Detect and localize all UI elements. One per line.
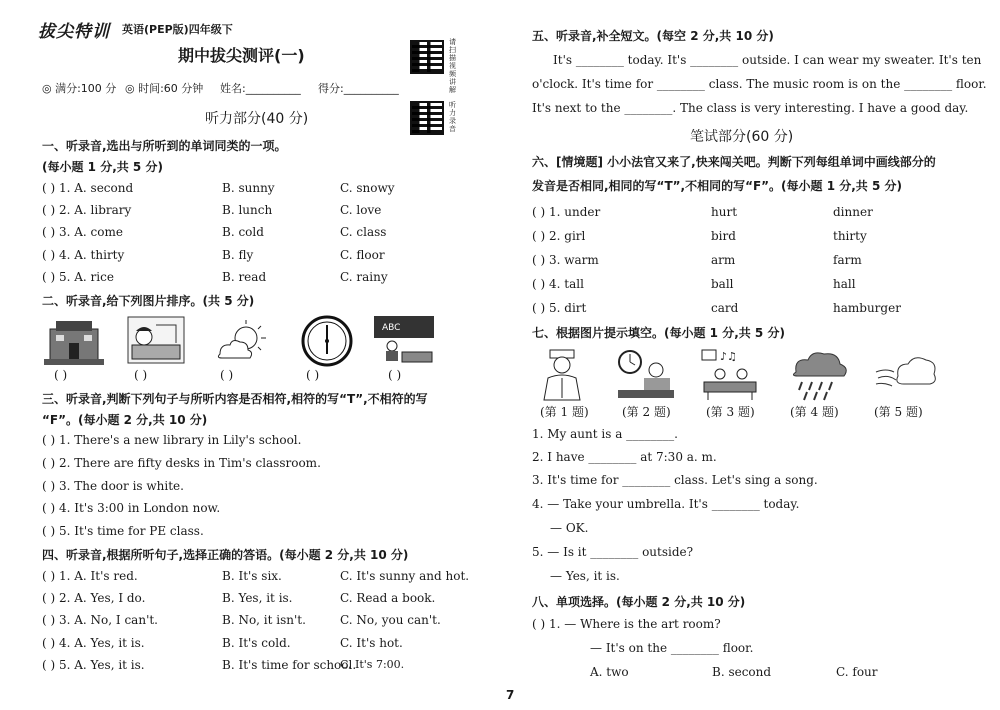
board-text: ABC	[382, 323, 401, 333]
s6-q1-c: dinner	[833, 205, 873, 219]
s2-heading: 二、听录音,给下列图片排序。(共 5 分)	[42, 294, 255, 308]
s6-q5-c: hamburger	[833, 301, 901, 315]
s7-q4[interactable]: 4. — Take your umbrella. It's ________ today.	[532, 497, 800, 511]
s1-q2-c: C. love	[340, 203, 382, 217]
qr-label-video: 请扫描视频讲解	[449, 38, 456, 94]
s6-q4[interactable]: ( ) 4. tall	[532, 277, 584, 291]
s7-caption-3: (第 3 题)	[706, 405, 755, 419]
s1-q1-b: B. sunny	[222, 181, 275, 195]
music-class-icon	[698, 346, 762, 402]
s6-q2-c: thirty	[833, 229, 867, 243]
written-section-title: 笔试部分(60 分)	[690, 129, 794, 145]
s3-q5[interactable]: ( ) 5. It's time for PE class.	[42, 524, 204, 538]
sleeping-child-icon	[126, 315, 186, 365]
s5-line-1[interactable]: It's ________ today. It's ________ outside. I can wear my sweater. It's ten	[553, 53, 982, 67]
s7-q5-reply: — Yes, it is.	[550, 569, 620, 583]
s3-q2[interactable]: ( ) 2. There are fifty desks in Tim's classroom.	[42, 456, 321, 470]
time-limit: ◎ 时间:60 分钟	[125, 82, 204, 95]
s4-q1-b: B. It's six.	[222, 569, 282, 583]
s4-q3[interactable]: ( ) 3. A. No, I can't.	[42, 613, 158, 627]
s5-line-2[interactable]: o'clock. It's time for ________ class. The music room is on the ________ floor.	[532, 77, 987, 91]
exam-title: 期中拔尖测评(一)	[178, 46, 305, 65]
s4-q1-c: C. It's sunny and hot.	[340, 569, 470, 583]
s1-q3[interactable]: ( ) 3. A. come	[42, 225, 123, 239]
s8-q1-b: B. second	[712, 665, 772, 679]
wind-cloud-icon	[874, 350, 940, 398]
s3-q3[interactable]: ( ) 3. The door is white.	[42, 479, 184, 493]
s6-heading-cont: 发音是否相同,相同的写“T”,不相同的写“F”。(每小题 1 分,共 5 分)	[532, 179, 902, 193]
s4-q3-c: C. No, you can't.	[340, 613, 441, 627]
s4-heading: 四、听录音,根据所听句子,选择正确的答语。(每小题 2 分,共 10 分)	[42, 548, 409, 562]
s4-q4[interactable]: ( ) 4. A. Yes, it is.	[42, 636, 145, 650]
s6-q3-b: arm	[711, 253, 736, 267]
s1-q2-b: B. lunch	[222, 203, 273, 217]
page-number: 7	[506, 688, 515, 702]
s4-q5-b: B. It's time for school.	[222, 658, 357, 672]
s7-q4-reply: — OK.	[550, 521, 589, 535]
s1-q3-b: B. cold	[222, 225, 264, 239]
s3-heading: 三、听录音,判断下列句子与所听内容是否相符,相符的写“T”,不相符的写	[42, 392, 428, 406]
s6-q3-c: farm	[833, 253, 862, 267]
s1-q4[interactable]: ( ) 4. A. thirty	[42, 248, 125, 262]
s1-note: (每小题 1 分,共 5 分)	[42, 160, 163, 174]
s8-q1[interactable]: ( ) 1. — Where is the art room?	[532, 617, 721, 631]
s1-q3-c: C. class	[340, 225, 387, 239]
clock-icon	[300, 314, 354, 368]
s6-q2[interactable]: ( ) 2. girl	[532, 229, 586, 243]
s4-q5-c: C. It's 7:00.	[340, 658, 405, 671]
s1-q4-b: B. fly	[222, 248, 254, 262]
s4-q4-b: B. It's cold.	[222, 636, 291, 650]
s4-q5[interactable]: ( ) 5. A. Yes, it is.	[42, 658, 145, 672]
s4-q2-b: B. Yes, it is.	[222, 591, 293, 605]
rain-cloud-icon	[788, 346, 852, 402]
s2-answer-1[interactable]: ( )	[54, 368, 68, 382]
s7-caption-2: (第 2 题)	[622, 405, 671, 419]
qr-code-audio-icon[interactable]	[410, 101, 444, 135]
brand-logo: 拔尖特训	[38, 22, 110, 42]
s3-q4[interactable]: ( ) 4. It's 3:00 in London now.	[42, 501, 221, 515]
s5-heading: 五、听录音,补全短文。(每空 2 分,共 10 分)	[532, 29, 774, 43]
listening-section-title: 听力部分(40 分)	[205, 111, 309, 127]
qr-code-video-icon[interactable]	[410, 40, 444, 74]
s1-q5-c: C. rainy	[340, 270, 388, 284]
s4-q2[interactable]: ( ) 2. A. Yes, I do.	[42, 591, 146, 605]
s7-q3[interactable]: 3. It's time for ________ class. Let's sing a song.	[532, 473, 818, 487]
s7-caption-4: (第 4 题)	[790, 405, 839, 419]
s2-answer-2[interactable]: ( )	[134, 368, 148, 382]
s6-q2-b: bird	[711, 229, 736, 243]
s6-q5[interactable]: ( ) 5. dirt	[532, 301, 587, 315]
s7-caption-1: (第 1 题)	[540, 405, 589, 419]
breakfast-clock-icon	[616, 348, 676, 402]
s5-line-3[interactable]: It's next to the ________. The class is very interesting. I have a good day.	[532, 101, 969, 115]
s8-heading: 八、单项选择。(每小题 2 分,共 10 分)	[532, 595, 746, 609]
s6-q3[interactable]: ( ) 3. warm	[532, 253, 599, 267]
s7-q2[interactable]: 2. I have ________ at 7:30 a. m.	[532, 450, 717, 464]
book-subtitle: 英语(PEP版)四年级下	[122, 23, 233, 36]
s6-q1-b: hurt	[711, 205, 738, 219]
music-note-icon: ♪♫	[720, 350, 737, 363]
s8-q1-a: A. two	[590, 665, 629, 679]
s6-q4-b: ball	[711, 277, 734, 291]
s3-heading-cont: “F”。(每小题 2 分,共 10 分)	[42, 413, 208, 427]
qr-label-audio: 听力录音	[449, 101, 456, 133]
s6-q4-c: hall	[833, 277, 856, 291]
s6-q5-b: card	[711, 301, 739, 315]
s2-answer-3[interactable]: ( )	[220, 368, 234, 382]
s1-q1-c: C. snowy	[340, 181, 395, 195]
s1-q4-c: C. floor	[340, 248, 385, 262]
s4-q3-b: B. No, it isn't.	[222, 613, 306, 627]
s1-q1[interactable]: ( ) 1. A. second	[42, 181, 134, 195]
s7-q1[interactable]: 1. My aunt is a ________.	[532, 427, 678, 441]
s7-q5[interactable]: 5. — Is it ________ outside?	[532, 545, 694, 559]
sun-behind-cloud-icon	[214, 318, 270, 362]
classroom-teacher-icon	[372, 314, 436, 366]
s8-q1-c: C. four	[836, 665, 878, 679]
s7-caption-5: (第 5 题)	[874, 405, 923, 419]
s1-heading: 一、听录音,选出与所听到的单词同类的一项。	[42, 139, 287, 153]
name-field[interactable]: 姓名:__________	[220, 82, 301, 95]
s7-heading: 七、根据图片提示填空。(每小题 1 分,共 5 分)	[532, 326, 785, 340]
s1-q5[interactable]: ( ) 5. A. rice	[42, 270, 114, 284]
s8-q1-reply: — It's on the ________ floor.	[590, 641, 754, 655]
score-field[interactable]: 得分:__________	[318, 82, 399, 95]
s6-q1[interactable]: ( ) 1. under	[532, 205, 601, 219]
s4-q4-c: C. It's hot.	[340, 636, 403, 650]
full-score: ◎ 满分:100 分	[42, 82, 117, 95]
s4-q1[interactable]: ( ) 1. A. It's red.	[42, 569, 138, 583]
s2-answer-4[interactable]: ( )	[306, 368, 320, 382]
nurse-icon	[536, 348, 592, 402]
s4-q2-c: C. Read a book.	[340, 591, 436, 605]
school-building-icon	[44, 315, 104, 365]
s1-q2[interactable]: ( ) 2. A. library	[42, 203, 132, 217]
s1-q5-b: B. read	[222, 270, 267, 284]
s2-answer-5[interactable]: ( )	[388, 368, 402, 382]
s6-heading: 六、[情境题] 小小法官又来了,快来闯关吧。判断下列每组单词中画线部分的	[532, 155, 936, 169]
s3-q1[interactable]: ( ) 1. There's a new library in Lily's school.	[42, 433, 302, 447]
